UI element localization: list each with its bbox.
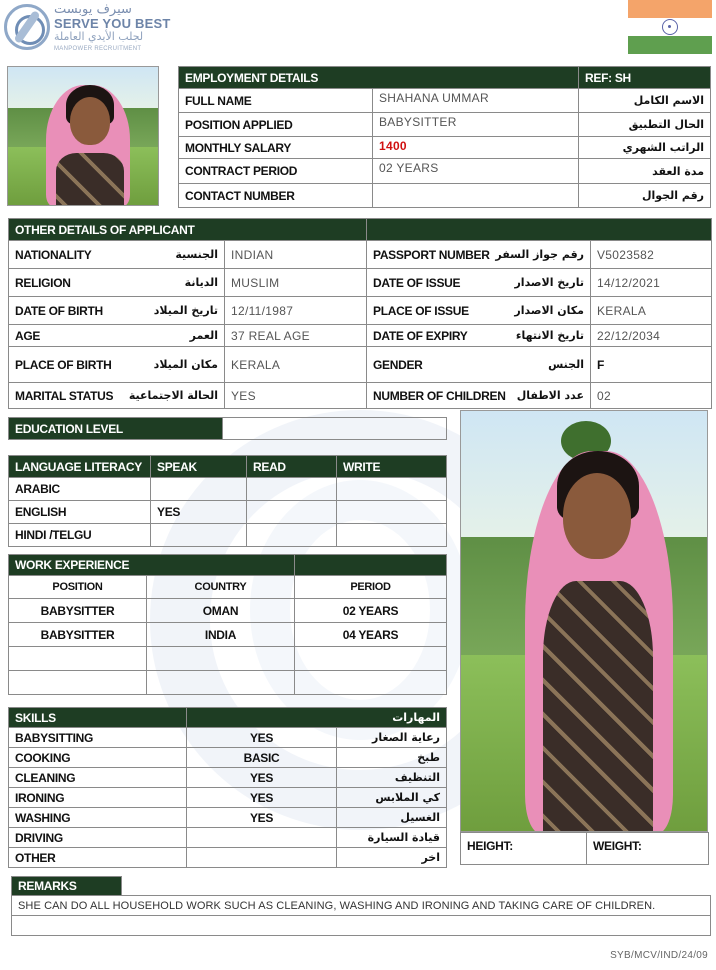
english-write — [337, 501, 447, 524]
table-row — [9, 647, 447, 671]
table-row — [9, 748, 447, 768]
marital-status-arabic: الحالة الاجتماعية — [128, 388, 218, 402]
document-reference-code: SYB/MCV/IND/24/09 — [610, 950, 708, 961]
remarks-blank-line — [12, 916, 711, 936]
height-label: HEIGHT: — [461, 833, 587, 865]
table-row — [9, 848, 447, 868]
skill-value: YES — [187, 788, 337, 808]
contract-period-arabic: مدة العقد — [579, 159, 711, 184]
monthly-salary-label: MONTHLY SALARY — [179, 137, 373, 159]
nationality-label: NATIONALITY الجنسية — [9, 241, 225, 269]
table-row — [9, 808, 447, 828]
full-name-value: SHAHANA UMMAR — [373, 89, 579, 113]
date-of-expiry-label: DATE OF EXPIRY تاريخ الانتهاء — [367, 325, 591, 347]
gender-arabic: الجنس — [548, 357, 584, 371]
measurements-table — [460, 832, 709, 865]
contact-number-value — [373, 184, 579, 208]
weight-label: WEIGHT: — [587, 833, 709, 865]
education-table — [8, 417, 447, 440]
language-literacy-header: LANGUAGE LITERACY — [9, 456, 151, 478]
place-of-birth-arabic: مكان الميلاد — [153, 357, 218, 371]
marital-status-label: MARITAL STATUS الحالة الاجتماعية — [9, 383, 225, 409]
monthly-salary-arabic: الراتب الشهري — [579, 137, 711, 159]
logo-english-name: SERVE YOU BEST — [54, 16, 171, 31]
applicant-photo-small — [7, 66, 159, 206]
gender-value: F — [591, 347, 712, 383]
skill-arabic: اخر — [337, 848, 447, 868]
monthly-salary-value: 1400 — [373, 137, 579, 159]
date-of-birth-value: 12/11/1987 — [225, 297, 367, 325]
position-column-header: POSITION — [9, 576, 147, 599]
logo-english-subtitle: MANPOWER RECRUITMENT — [54, 46, 142, 52]
work-position — [9, 671, 147, 695]
english-read — [247, 501, 337, 524]
date-of-birth-label: DATE OF BIRTH تاريخ الميلاد — [9, 297, 225, 325]
remarks-text: SHE CAN DO ALL HOUSEHOLD WORK SUCH AS CLEANING, WASHING AND IRONING AND TAKING CARE OF CHILDREN. — [12, 896, 711, 916]
language-hindi-telgu: HINDI /TELGU — [9, 524, 151, 547]
religion-label: RELIGION الديانة — [9, 269, 225, 297]
remarks-header: REMARKS — [12, 877, 122, 896]
full-name-label: FULL NAME — [179, 89, 373, 113]
place-of-issue-arabic: مكان الاصدار — [514, 303, 584, 317]
skills-header: SKILLS — [9, 708, 187, 728]
other-details-table — [8, 218, 712, 409]
skill-arabic: الغسيل — [337, 808, 447, 828]
skill-name: BABYSITTING — [9, 728, 187, 748]
remarks-header-blank — [122, 877, 711, 896]
table-row — [9, 728, 447, 748]
work-country: OMAN — [147, 599, 295, 623]
skill-name: DRIVING — [9, 828, 187, 848]
skill-arabic: كي الملابس — [337, 788, 447, 808]
skill-value — [187, 828, 337, 848]
age-label: AGE العمر — [9, 325, 225, 347]
work-experience-header-blank — [295, 555, 447, 576]
hindi-read — [247, 524, 337, 547]
passport-number-value: V5023582 — [591, 241, 712, 269]
place-of-issue-label: PLACE OF ISSUE مكان الاصدار — [367, 297, 591, 325]
work-period: 02 YEARS — [295, 599, 447, 623]
english-speak: YES — [151, 501, 247, 524]
table-row — [9, 599, 447, 623]
employment-header: EMPLOYMENT DETAILS — [179, 67, 579, 89]
table-row — [9, 788, 447, 808]
nationality-value: INDIAN — [225, 241, 367, 269]
employment-details-table — [178, 66, 711, 208]
table-row — [9, 828, 447, 848]
company-logo-icon — [4, 4, 50, 50]
table-row — [9, 671, 447, 695]
work-position: BABYSITTER — [9, 623, 147, 647]
religion-arabic: الديانة — [184, 275, 218, 289]
other-details-header-blank — [367, 219, 712, 241]
period-column-header: PERIOD — [295, 576, 447, 599]
other-details-header: OTHER DETAILS OF APPLICANT — [9, 219, 367, 241]
passport-number-label: PASSPORT NUMBER رقم جواز السفر — [367, 241, 591, 269]
table-row — [9, 768, 447, 788]
skill-name: OTHER — [9, 848, 187, 868]
skill-name: CLEANING — [9, 768, 187, 788]
language-arabic: ARABIC — [9, 478, 151, 501]
skill-name: IRONING — [9, 788, 187, 808]
contact-number-arabic: رقم الجوال — [579, 184, 711, 208]
read-header: READ — [247, 456, 337, 478]
work-experience-table — [8, 554, 447, 695]
date-of-expiry-arabic: تاريخ الانتهاء — [515, 328, 584, 342]
skill-name: COOKING — [9, 748, 187, 768]
skill-arabic: طبخ — [337, 748, 447, 768]
skill-value: BASIC — [187, 748, 337, 768]
work-period: 04 YEARS — [295, 623, 447, 647]
date-of-expiry-value: 22/12/2034 — [591, 325, 712, 347]
place-of-birth-label: PLACE OF BIRTH مكان الميلاد — [9, 347, 225, 383]
date-of-issue-value: 14/12/2021 — [591, 269, 712, 297]
work-period — [295, 671, 447, 695]
contact-number-label: CONTACT NUMBER — [179, 184, 373, 208]
education-header: EDUCATION LEVEL — [9, 418, 223, 440]
skill-value: YES — [187, 768, 337, 788]
age-arabic: العمر — [189, 328, 218, 342]
position-applied-label: POSITION APPLIED — [179, 113, 373, 137]
logo-arabic-name: سيرف يوبست — [54, 2, 132, 17]
education-value — [223, 418, 447, 440]
contract-period-value: 02 YEARS — [373, 159, 579, 184]
marital-status-value: YES — [225, 383, 367, 409]
place-of-birth-value: KERALA — [225, 347, 367, 383]
number-of-children-label: NUMBER OF CHILDREN عدد الاطفال — [367, 383, 591, 409]
logo-arabic-subtitle: لجلب الأيدي العاملة — [54, 30, 144, 43]
skills-header-arabic: المهارات — [187, 708, 447, 728]
position-applied-arabic: الحال التطبيق — [579, 113, 711, 137]
skill-arabic: التنظيف — [337, 768, 447, 788]
applicant-photo-large — [460, 410, 708, 832]
date-of-issue-label: DATE OF ISSUE تاريخ الاصدار — [367, 269, 591, 297]
date-of-birth-arabic: تاريخ الميلاد — [153, 303, 218, 317]
speak-header: SPEAK — [151, 456, 247, 478]
language-table — [8, 455, 447, 547]
number-of-children-value: 02 — [591, 383, 712, 409]
date-of-issue-arabic: تاريخ الاصدار — [514, 275, 584, 289]
work-position: BABYSITTER — [9, 599, 147, 623]
skill-value: YES — [187, 728, 337, 748]
religion-value: MUSLIM — [225, 269, 367, 297]
arabic-speak — [151, 478, 247, 501]
skills-table — [8, 707, 447, 868]
skill-value: YES — [187, 808, 337, 828]
work-experience-header: WORK EXPERIENCE — [9, 555, 295, 576]
remarks-table — [11, 876, 711, 936]
nationality-arabic: الجنسية — [175, 247, 218, 261]
arabic-write — [337, 478, 447, 501]
arabic-read — [247, 478, 337, 501]
hindi-speak — [151, 524, 247, 547]
work-country — [147, 671, 295, 695]
hindi-write — [337, 524, 447, 547]
position-applied-value: BABYSITTER — [373, 113, 579, 137]
country-column-header: COUNTRY — [147, 576, 295, 599]
ref-code: REF: SH — [579, 67, 711, 89]
work-period — [295, 647, 447, 671]
work-position — [9, 647, 147, 671]
skill-name: WASHING — [9, 808, 187, 828]
work-country — [147, 647, 295, 671]
skill-value — [187, 848, 337, 868]
contract-period-label: CONTRACT PERIOD — [179, 159, 373, 184]
india-flag-icon — [628, 0, 712, 54]
number-of-children-arabic: عدد الاطفال — [516, 388, 584, 402]
table-row — [9, 623, 447, 647]
work-country: INDIA — [147, 623, 295, 647]
full-name-arabic: الاسم الكامل — [579, 89, 711, 113]
age-value: 37 REAL AGE — [225, 325, 367, 347]
language-english: ENGLISH — [9, 501, 151, 524]
place-of-issue-value: KERALA — [591, 297, 712, 325]
skill-arabic: رعاية الصغار — [337, 728, 447, 748]
gender-label: GENDER الجنس — [367, 347, 591, 383]
passport-number-arabic: رقم جواز السفر — [495, 247, 584, 261]
skill-arabic: قيادة السيارة — [337, 828, 447, 848]
write-header: WRITE — [337, 456, 447, 478]
